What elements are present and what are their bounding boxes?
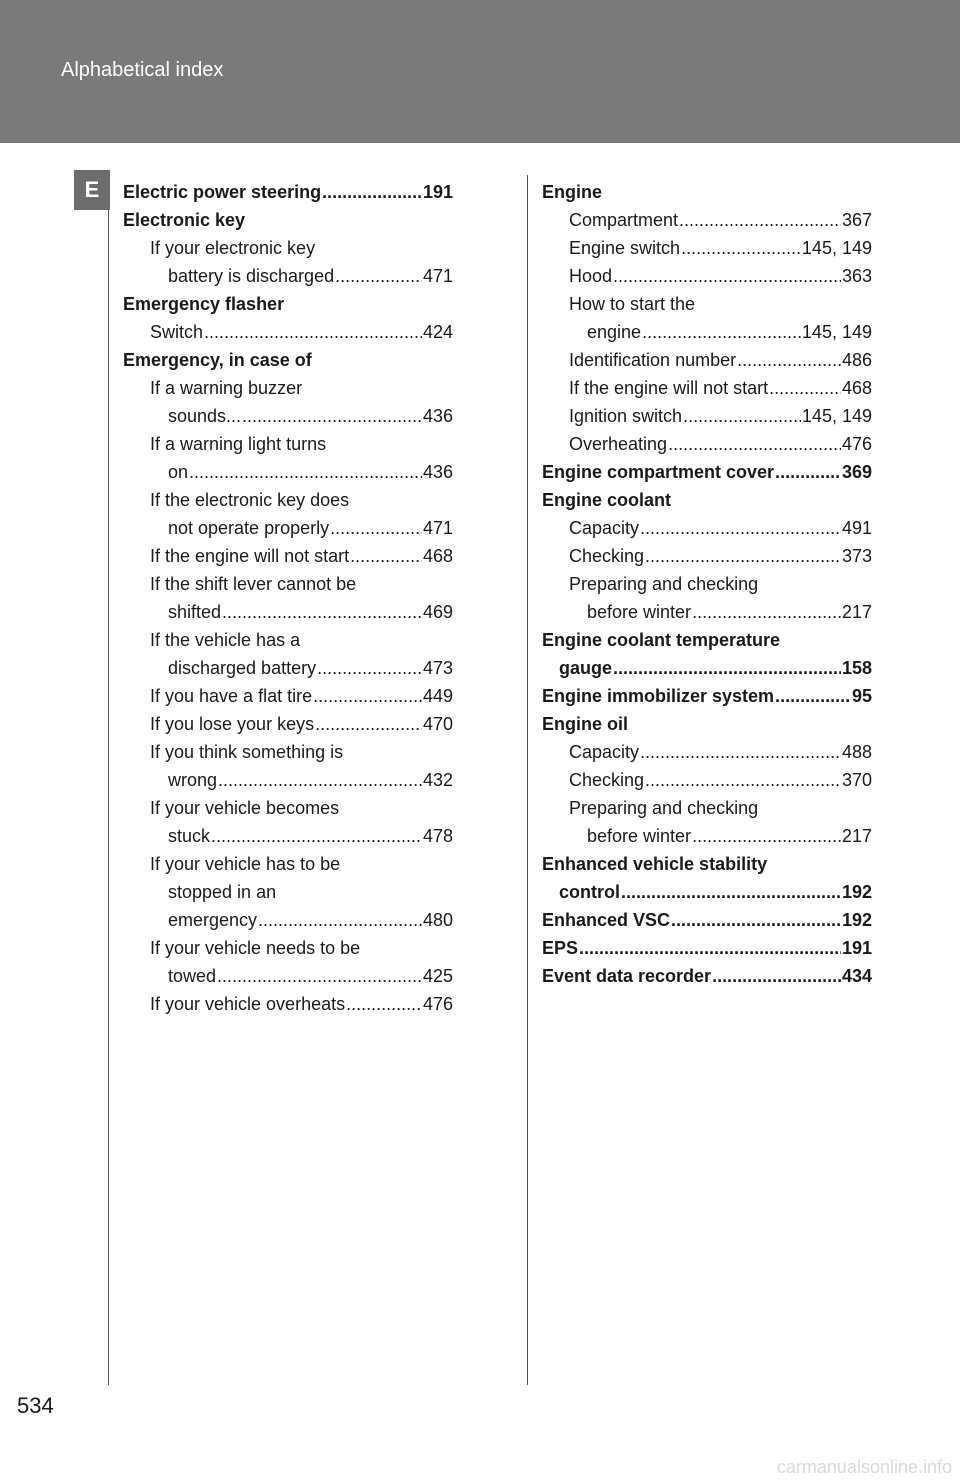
index-entry-text: sounds... bbox=[168, 406, 242, 426]
index-entry bbox=[123, 486, 453, 514]
index-entry-text: Ignition switch bbox=[569, 406, 683, 426]
index-entry-page: 449 bbox=[422, 686, 453, 706]
dot-leader bbox=[640, 738, 841, 766]
column-divider bbox=[527, 175, 528, 1385]
index-entry-text: Engine compartment cover bbox=[542, 462, 775, 482]
index-entry bbox=[542, 822, 872, 850]
index-entry-text: control bbox=[559, 882, 620, 902]
dot-leader bbox=[346, 990, 422, 1018]
index-entry bbox=[123, 318, 453, 346]
index-entry bbox=[123, 906, 453, 934]
index-entry bbox=[123, 710, 453, 738]
index-column-right bbox=[542, 178, 872, 990]
index-entry bbox=[123, 178, 453, 206]
index-entry-text: Switch bbox=[150, 322, 204, 342]
index-entry bbox=[123, 402, 453, 430]
dot-leader bbox=[313, 682, 422, 710]
index-entry-text: If your vehicle overheats bbox=[150, 994, 346, 1014]
index-entry-page: 468 bbox=[841, 378, 872, 398]
index-entry bbox=[123, 430, 453, 458]
index-entry-text: Preparing and checking bbox=[569, 798, 759, 818]
index-entry-text: discharged battery bbox=[168, 658, 317, 678]
dot-leader bbox=[204, 318, 422, 346]
index-column-left bbox=[123, 178, 453, 1018]
dot-leader bbox=[258, 906, 422, 934]
index-entry-text: Hood bbox=[569, 266, 613, 286]
index-entry bbox=[123, 570, 453, 598]
index-entry bbox=[123, 738, 453, 766]
index-entry bbox=[123, 290, 453, 318]
index-entry bbox=[123, 346, 453, 374]
index-entry bbox=[123, 542, 453, 570]
index-entry-page: 192 bbox=[841, 910, 872, 930]
index-entry bbox=[123, 822, 453, 850]
index-entry-page: 473 bbox=[422, 658, 453, 678]
index-entry-page: 191 bbox=[422, 182, 453, 202]
index-entry-page: 471 bbox=[422, 266, 453, 286]
page-header bbox=[0, 0, 960, 143]
index-entry-page: 369 bbox=[841, 462, 872, 482]
dot-leader bbox=[330, 514, 422, 542]
index-entry-text: EPS bbox=[542, 938, 579, 958]
dot-leader bbox=[668, 430, 841, 458]
index-entry-text: Preparing and checking bbox=[569, 574, 759, 594]
index-entry-page: 470 bbox=[422, 714, 453, 734]
index-entry bbox=[542, 682, 872, 710]
dot-leader bbox=[217, 962, 422, 990]
index-entry bbox=[542, 878, 872, 906]
index-entry bbox=[542, 318, 872, 346]
index-entry-page: 436 bbox=[422, 462, 453, 482]
index-entry-page: 191 bbox=[841, 938, 872, 958]
index-entry-text: Checking bbox=[569, 546, 645, 566]
index-entry bbox=[542, 234, 872, 262]
dot-leader bbox=[769, 374, 841, 402]
index-entry-text: If your vehicle has to be bbox=[150, 854, 341, 874]
index-entry-text: shifted bbox=[168, 602, 222, 622]
index-entry-text: on bbox=[168, 462, 189, 482]
index-entry-page: 158 bbox=[841, 658, 872, 678]
index-entry-text: If the shift lever cannot be bbox=[150, 574, 357, 594]
left-column-rule bbox=[108, 210, 109, 1385]
index-entry bbox=[542, 654, 872, 682]
dot-leader bbox=[211, 822, 422, 850]
index-entry-page: 478 bbox=[422, 826, 453, 846]
index-entry-page: 425 bbox=[422, 966, 453, 986]
index-entry-text: towed bbox=[168, 966, 217, 986]
index-entry bbox=[123, 766, 453, 794]
dot-leader bbox=[737, 346, 841, 374]
index-entry-page: 436 bbox=[422, 406, 453, 426]
index-entry-text: If the engine will not start bbox=[569, 378, 769, 398]
index-entry-text: If you lose your keys bbox=[150, 714, 315, 734]
page-number: 534 bbox=[17, 1393, 54, 1418]
index-entry bbox=[542, 178, 872, 206]
index-entry-text: If the vehicle has a bbox=[150, 630, 301, 650]
index-entry-page: 95 bbox=[851, 686, 872, 706]
index-entry bbox=[123, 262, 453, 290]
index-entry bbox=[542, 458, 872, 486]
index-entry-page: 192 bbox=[841, 882, 872, 902]
index-entry-page: 471 bbox=[422, 518, 453, 538]
index-entry-page: 491 bbox=[841, 518, 872, 538]
header-title: Alphabetical index bbox=[61, 59, 224, 81]
index-entry-page: 486 bbox=[841, 350, 872, 370]
index-entry bbox=[542, 906, 872, 934]
dot-leader bbox=[317, 654, 422, 682]
dot-leader bbox=[642, 318, 801, 346]
index-entry bbox=[123, 794, 453, 822]
dot-leader bbox=[712, 962, 841, 990]
index-entry-page: 432 bbox=[422, 770, 453, 790]
index-entry-text: Overheating bbox=[569, 434, 668, 454]
index-entry bbox=[123, 934, 453, 962]
dot-leader bbox=[645, 766, 841, 794]
index-entry-page: 145, 149 bbox=[801, 238, 872, 258]
index-entry bbox=[123, 626, 453, 654]
index-entry-text: battery is discharged bbox=[168, 266, 335, 286]
index-entry bbox=[123, 962, 453, 990]
dot-leader bbox=[692, 598, 841, 626]
dot-leader bbox=[775, 458, 841, 486]
index-entry-text: Engine immobilizer system bbox=[542, 686, 775, 706]
watermark: carmanualsonline.info bbox=[776, 1457, 952, 1477]
dot-leader bbox=[218, 766, 422, 794]
index-entry-text: Electronic key bbox=[123, 210, 246, 230]
index-entry-text: not operate properly bbox=[168, 518, 330, 538]
index-entry-text: If a warning light turns bbox=[150, 434, 327, 454]
index-entry-text: If you think something is bbox=[150, 742, 344, 762]
index-entry bbox=[542, 346, 872, 374]
dot-leader bbox=[322, 178, 422, 206]
index-entry-text: Enhanced vehicle stability bbox=[542, 854, 768, 874]
dot-leader bbox=[681, 234, 801, 262]
index-entry-text: before winter bbox=[587, 826, 692, 846]
index-entry-text: Checking bbox=[569, 770, 645, 790]
index-entry-text: stuck bbox=[168, 826, 211, 846]
index-entry bbox=[542, 262, 872, 290]
index-entry-page: 373 bbox=[841, 546, 872, 566]
index-entry bbox=[542, 374, 872, 402]
index-entry bbox=[123, 598, 453, 626]
section-letter-tab: E bbox=[74, 170, 110, 210]
dot-leader bbox=[315, 710, 422, 738]
index-entry bbox=[542, 514, 872, 542]
index-entry-page: 145, 149 bbox=[801, 406, 872, 426]
index-entry-page: 468 bbox=[422, 546, 453, 566]
index-entry-page: 370 bbox=[841, 770, 872, 790]
index-entry bbox=[542, 206, 872, 234]
index-entry-text: If a warning buzzer bbox=[150, 378, 303, 398]
index-entry bbox=[542, 738, 872, 766]
index-entry-text: Capacity bbox=[569, 518, 640, 538]
index-entry bbox=[542, 850, 872, 878]
index-entry bbox=[123, 206, 453, 234]
index-entry-text: gauge bbox=[559, 658, 613, 678]
index-entry bbox=[542, 710, 872, 738]
index-entry-text: Engine coolant bbox=[542, 490, 672, 510]
index-entry-text: Electric power steering bbox=[123, 182, 322, 202]
index-entry-text: wrong bbox=[168, 770, 218, 790]
index-entry bbox=[123, 878, 453, 906]
index-entry-text: If the electronic key does bbox=[150, 490, 350, 510]
dot-leader bbox=[775, 682, 851, 710]
index-entry-page: 145, 149 bbox=[801, 322, 872, 342]
index-entry-text: Compartment bbox=[569, 210, 679, 230]
dot-leader bbox=[671, 906, 841, 934]
dot-leader bbox=[645, 542, 841, 570]
dot-leader bbox=[679, 206, 841, 234]
dot-leader bbox=[683, 402, 801, 430]
index-entry-page: 476 bbox=[841, 434, 872, 454]
index-entry bbox=[123, 682, 453, 710]
dot-leader bbox=[621, 878, 841, 906]
index-entry-page: 424 bbox=[422, 322, 453, 342]
index-entry-text: Event data recorder bbox=[542, 966, 712, 986]
index-entry-page: 476 bbox=[422, 994, 453, 1014]
dot-leader bbox=[335, 262, 422, 290]
index-entry-page: 217 bbox=[841, 826, 872, 846]
index-entry bbox=[542, 402, 872, 430]
dot-leader bbox=[222, 598, 422, 626]
index-entry bbox=[542, 626, 872, 654]
index-entry-text: If you have a flat tire bbox=[150, 686, 313, 706]
index-entry-text: If your vehicle needs to be bbox=[150, 938, 361, 958]
index-entry-page: 488 bbox=[841, 742, 872, 762]
index-entry bbox=[542, 598, 872, 626]
index-entry-text: How to start the bbox=[569, 294, 696, 314]
index-entry-page: 480 bbox=[422, 910, 453, 930]
index-entry bbox=[123, 850, 453, 878]
dot-leader bbox=[640, 514, 841, 542]
index-entry-page: 434 bbox=[841, 966, 872, 986]
index-entry bbox=[542, 794, 872, 822]
index-entry bbox=[542, 542, 872, 570]
index-entry bbox=[542, 962, 872, 990]
index-entry-page: 367 bbox=[841, 210, 872, 230]
index-entry bbox=[123, 514, 453, 542]
index-entry-text: emergency bbox=[168, 910, 258, 930]
index-entry bbox=[542, 766, 872, 794]
dot-leader bbox=[613, 654, 841, 682]
index-entry-text: If the engine will not start bbox=[150, 546, 350, 566]
index-entry-text: If your vehicle becomes bbox=[150, 798, 340, 818]
index-entry-text: stopped in an bbox=[168, 882, 277, 902]
index-entry bbox=[123, 374, 453, 402]
index-entry bbox=[123, 458, 453, 486]
index-entry bbox=[542, 290, 872, 318]
dot-leader bbox=[242, 402, 422, 430]
index-entry-text: Enhanced VSC bbox=[542, 910, 671, 930]
index-entry bbox=[542, 570, 872, 598]
index-entry-text: Emergency flasher bbox=[123, 294, 285, 314]
index-entry-page: 217 bbox=[841, 602, 872, 622]
index-entry-text: Engine switch bbox=[569, 238, 681, 258]
index-entry-text: before winter bbox=[587, 602, 692, 622]
dot-leader bbox=[613, 262, 841, 290]
dot-leader bbox=[189, 458, 422, 486]
index-entry-text: Capacity bbox=[569, 742, 640, 762]
dot-leader bbox=[692, 822, 841, 850]
index-entry-text: Identification number bbox=[569, 350, 737, 370]
index-entry-text: Emergency, in case of bbox=[123, 350, 312, 370]
index-entry-text: engine bbox=[587, 322, 642, 342]
index-entry-text: Engine coolant temperature bbox=[542, 630, 781, 650]
index-entry-page: 363 bbox=[841, 266, 872, 286]
index-entry-text: Engine bbox=[542, 182, 603, 202]
index-entry-text: Engine oil bbox=[542, 714, 629, 734]
index-entry-text: If your electronic key bbox=[150, 238, 316, 258]
index-entry bbox=[123, 654, 453, 682]
dot-leader bbox=[579, 934, 841, 962]
index-entry-page: 469 bbox=[422, 602, 453, 622]
index-entry bbox=[123, 990, 453, 1018]
dot-leader bbox=[350, 542, 422, 570]
index-entry bbox=[542, 934, 872, 962]
index-entry bbox=[542, 486, 872, 514]
index-entry bbox=[123, 234, 453, 262]
index-entry bbox=[542, 430, 872, 458]
